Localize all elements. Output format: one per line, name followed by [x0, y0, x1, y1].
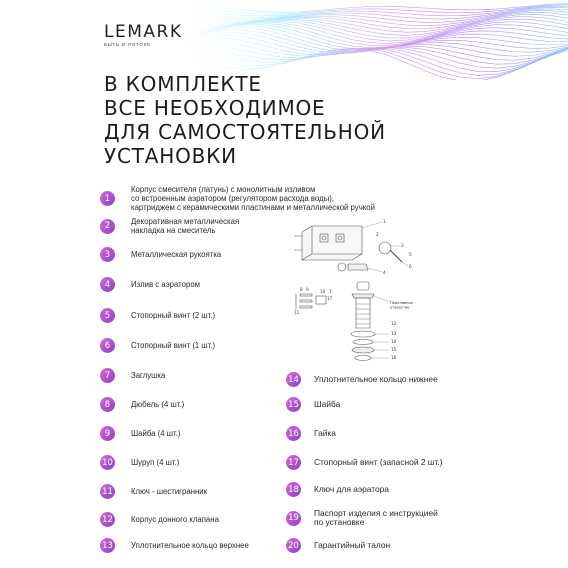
small-parts-drawing — [296, 294, 326, 310]
brand-name: LEMARK — [104, 22, 183, 42]
list-item — [100, 368, 165, 383]
title-line: В КОМПЛЕКТЕ — [104, 72, 262, 96]
item-label: Шайба — [314, 399, 341, 409]
item-label: Шайба (4 шт.) — [131, 429, 181, 438]
item-label: Дюбель (4 шт.) — [131, 400, 185, 409]
title-line: УСТАНОВКИ — [104, 144, 237, 168]
page-title — [104, 72, 386, 168]
drain-valve-drawing — [351, 282, 375, 361]
brand-tagline: БЫТЬ В ПОТОКЕ — [104, 42, 151, 47]
callout-label: 10 — [320, 289, 326, 294]
item-number-badge: 10 — [100, 455, 115, 470]
callout-label: 7 — [329, 289, 332, 294]
item-number-badge: 13 — [100, 538, 115, 553]
list-item — [100, 247, 221, 262]
callout-label: 2 — [376, 232, 379, 237]
callout-label: 13 — [391, 331, 397, 336]
item-label: Гарантийный талон — [314, 540, 391, 550]
list-item — [286, 482, 389, 497]
item-number-badge: 2 — [100, 219, 115, 234]
list-item — [100, 484, 207, 499]
item-number-badge: 1 — [100, 191, 115, 206]
item-number-badge: 3 — [100, 247, 115, 262]
list-item — [100, 426, 180, 441]
wave-line — [190, 5, 568, 14]
item-label: Стопорный винт (запасной 2 шт.) — [314, 457, 443, 467]
item-number-badge: 20 — [286, 538, 301, 553]
item-number-badge: 16 — [286, 426, 301, 441]
item-number-badge: 9 — [100, 426, 115, 441]
decorative-waves — [0, 0, 568, 80]
list-item — [286, 509, 438, 527]
callout-label: 1 — [383, 219, 386, 224]
list-item — [100, 277, 200, 292]
item-number-badge: 7 — [100, 368, 115, 383]
callout-label: 8 — [300, 287, 303, 292]
exploded-diagram — [290, 210, 430, 375]
wave-line — [190, 21, 568, 41]
title-line: ВСЕ НЕОБХОДИМОЕ — [104, 96, 326, 120]
callout-label: 6 — [409, 264, 412, 269]
overflow-label — [390, 301, 414, 310]
item-number-badge: 5 — [100, 308, 115, 323]
list-item — [100, 308, 215, 323]
callout-label: 9 — [306, 287, 309, 292]
spout-drawing — [338, 263, 368, 271]
item-label: Декоративная металлическая накладка на смеситель — [131, 217, 240, 235]
list-item — [100, 538, 249, 553]
item-label: Уплотнительное кольцо верхнее — [131, 541, 249, 550]
overflow-label-line: отверстие — [390, 305, 410, 310]
callout-label: 4 — [383, 270, 386, 275]
item-label: Металлическая рукоятка — [131, 250, 222, 259]
handle-drawing — [379, 242, 402, 262]
callout-label: 11 — [294, 310, 300, 315]
item-label: Ключ - шестигранник — [131, 487, 208, 496]
list-item — [286, 455, 443, 470]
callout-label: 3 — [401, 243, 404, 248]
callout-label: 17 — [327, 296, 333, 301]
item-number-badge: 4 — [100, 277, 115, 292]
list-item — [100, 185, 375, 212]
item-number-badge: 8 — [100, 397, 115, 412]
callout-label: 16 — [391, 355, 397, 360]
callout-label: 15 — [391, 347, 397, 352]
list-item — [100, 512, 219, 527]
list-item — [100, 338, 215, 353]
list-item — [100, 217, 239, 235]
item-label: Заглушка — [131, 371, 166, 380]
item-number-badge: 19 — [286, 511, 301, 526]
item-label: Корпус смесителя (латунь) с монолитным изливом со встроенным аэратором (регулятором расхода воды), картриджем с керамическими пластинами и металлической ручкой — [131, 185, 375, 212]
item-number-badge: 11 — [100, 484, 115, 499]
item-label: Излив с аэратором — [131, 280, 201, 289]
item-number-badge: 12 — [100, 512, 115, 527]
item-label: Шуруп (4 шт.) — [131, 458, 180, 467]
item-number-badge: 17 — [286, 455, 301, 470]
brand-logo — [104, 22, 182, 47]
item-label: Уплотнительное кольцо нижнее — [314, 374, 438, 384]
list-item — [286, 397, 340, 412]
callout-label: 5 — [409, 252, 412, 257]
item-label: Стопорный винт (2 шт.) — [131, 311, 216, 320]
mixer-body-drawing — [294, 226, 362, 260]
list-item — [286, 426, 336, 441]
item-label: Корпус донного клапана — [131, 515, 219, 524]
callout-label: 14 — [391, 339, 397, 344]
item-label: Ключ для аэратора — [314, 484, 389, 494]
item-label: Гайка — [314, 428, 336, 438]
item-label: Стопорный винт (1 шт.) — [131, 341, 216, 350]
callout-label: 12 — [391, 321, 397, 326]
item-number-badge: 18 — [286, 482, 301, 497]
list-item — [100, 455, 179, 470]
overflow-label-line: Переливное — [390, 301, 413, 305]
item-number-badge: 6 — [100, 338, 115, 353]
item-number-badge: 14 — [286, 372, 301, 387]
item-number-badge: 15 — [286, 397, 301, 412]
list-item — [100, 397, 184, 412]
title-line: ДЛЯ САМОСТОЯТЕЛЬНОЙ — [104, 120, 386, 144]
list-item — [286, 538, 390, 553]
wave-line — [190, 3, 568, 12]
item-label: Паспорт изделия с инструкцией по установке — [314, 508, 438, 527]
